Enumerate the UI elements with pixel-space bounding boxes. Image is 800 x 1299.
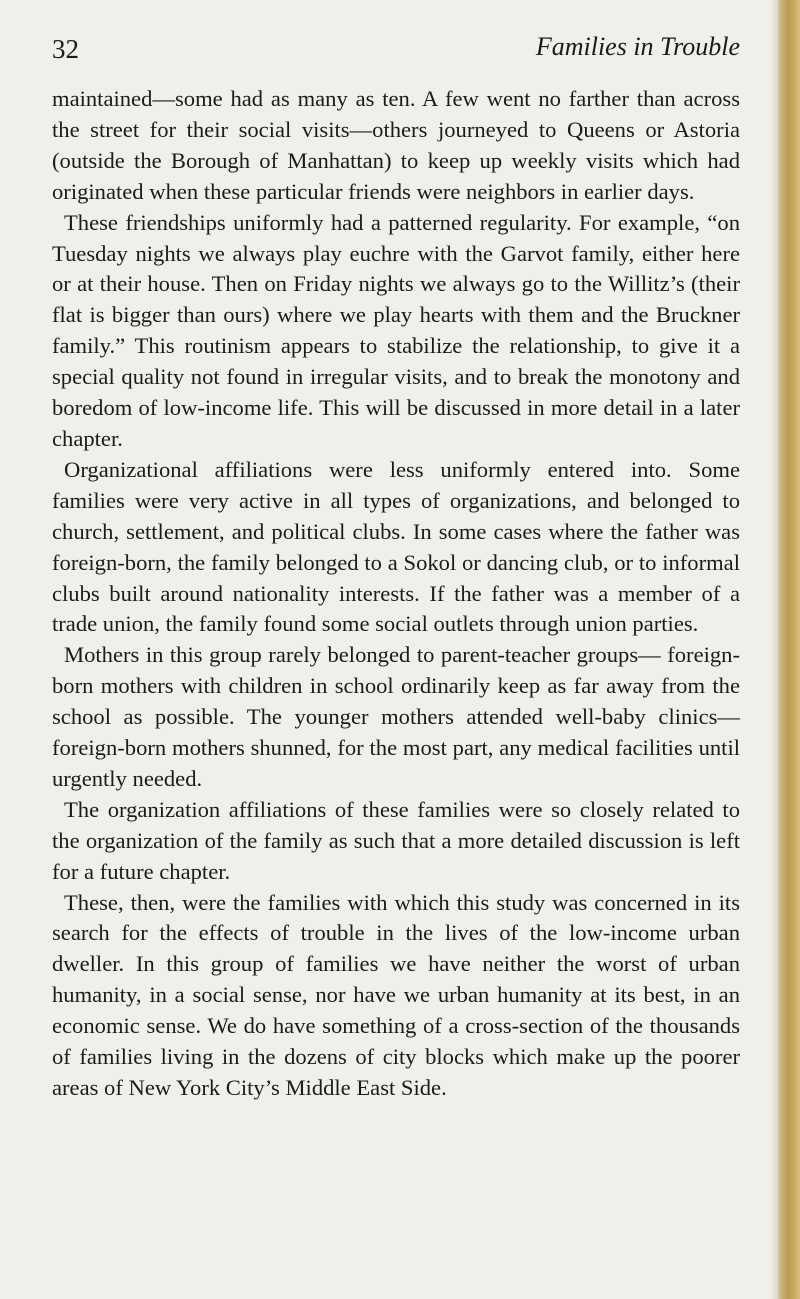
paragraph-conclusion: These, then, were the families with which this study was concerned in its search for the effects of trouble in the lives of the low-income urban dweller. In this group of families we have neither the worst of urban humanity, in a social sense, nor have we urban humanity at its best, in an economic sense. We do have something of a cross-section of the thousands of families living in the dozens of city blocks which make up the poorer areas of New York City’s Middle East Side.: [52, 889, 740, 1100]
page-gutter-shadow: [770, 0, 778, 1299]
paragraph-organizational: Organizational affiliations were less uniformly entered into. Some families were very active in all types of organizations, and belonged to church, settlement, and political clubs. In some cases where the father was foreign-born, the family belonged to a Sokol or dancing club, or to informal clubs built around nationality interests. If the father was a member of a trade union, the family found some social outlets through union parties.: [52, 456, 740, 637]
paragraph-affiliations: The organization affiliations of these families were so closely related to the organization of the family as such that a more detailed discussion is left for a future chapter.: [52, 796, 740, 884]
paragraph-friendships: These friendships uniformly had a patterned regularity. For example, “on Tuesday nights we always play euchre with the Garvot family, either here or at their house. Then on Friday nights we always go to the Willitz’s (their flat is bigger than ours) where we play hearts with them and the Bruckner family.” This routinism appears to stabilize the relationship, to give it a special quality not found in irregular visits, and to break the monotony and boredom of low-income life. This will be discussed in more detail in a later chapter.: [52, 209, 740, 451]
page-number: 32: [52, 34, 79, 64]
paragraph-mothers: Mothers in this group rarely belonged to parent-teacher groups— foreign-born mothers with children in school ordinarily keep as far away from the school as possible. The younger mothers attended well-baby clinics—foreign-born mothers shunned, for the most part, any medical facilities until urgently needed.: [52, 642, 740, 791]
running-head: [52, 32, 740, 68]
running-head-title: Families in Trouble: [535, 32, 740, 61]
paragraph-continued: maintained—some had as many as ten. A few went no farther than across the street for their social visits—others journeyed to Queens or Astoria (outside the Borough of Manhattan) to keep up weekly visits which had originated when these particular friends were neighbors in earlier days.: [52, 86, 740, 204]
page-edge-strip: [778, 0, 800, 1299]
body-text: [52, 84, 740, 1104]
